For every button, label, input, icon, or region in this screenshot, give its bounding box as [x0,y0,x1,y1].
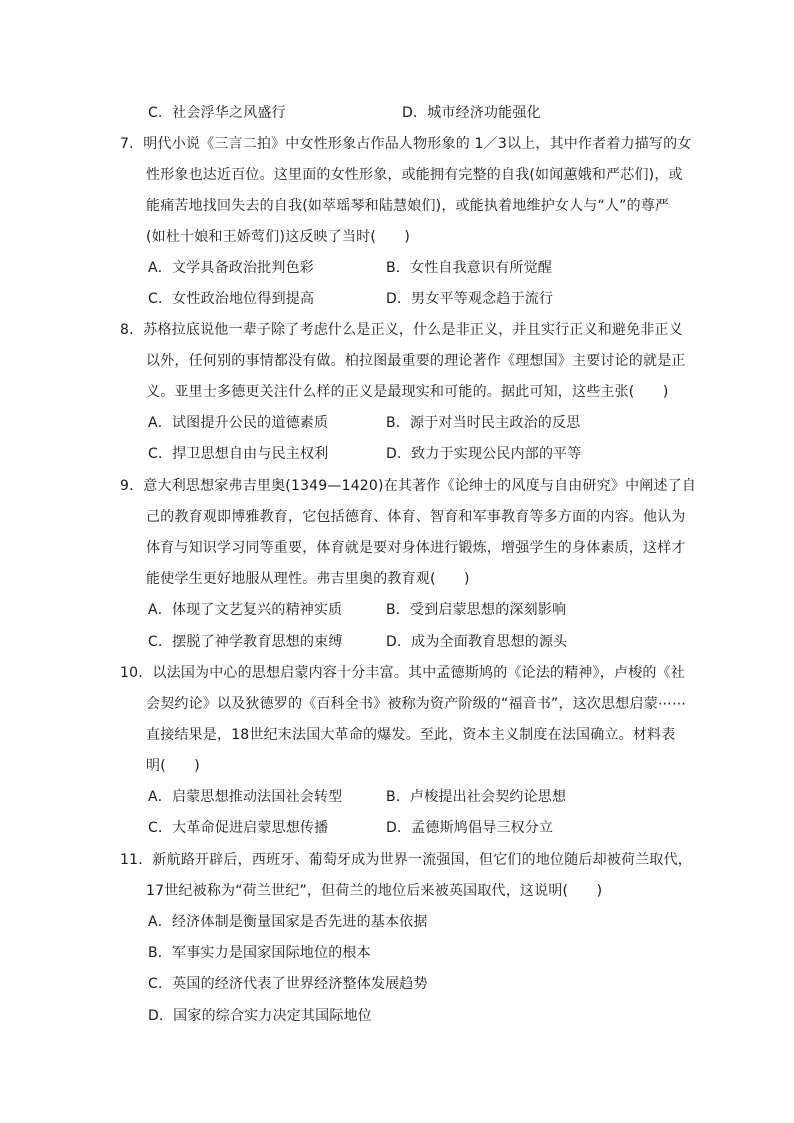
question-9-line-4: 能使学生更好地服从理性。弗吉里奥的教育观( ) [146,571,470,587]
question-9-line-3: 体育与知识学习同等重要，体育就是要对身体进行锻炼，增强学生的身体素质，这样才 [146,540,686,556]
question-9-option-c: C．摆脱了神学教育思想的束缚 [148,634,343,650]
question-7-option-a: A．文学具备政治批判色彩 [148,260,314,276]
question-7-line-1: 7．明代小说《三言二拍》中女性形象占作品人物形象的 1／3以上，其中作者着力描写的女 [120,136,692,152]
question-10-line-1: 10．以法国为中心的思想启蒙内容十分丰富。其中孟德斯鸠的《论法的精神》，卢梭的《社 [120,665,686,681]
question-9-line-2: 己的教育观即博雅教育，它包括德育、体育、智育和军事教育等多方面的内容。他认为 [146,509,686,525]
question-7-option-b: B．女性自我意识有所觉醒 [386,260,553,276]
question-9-option-b: B．受到启蒙思想的深刻影响 [386,602,567,618]
question-8-option-b: B．源于对当时民主政治的反思 [386,415,581,431]
question-7-line-3: 能痛苦地找回失去的自我(如萃瑶琴和陆慧娘们)，或能执着地维护女人与“人”的尊严 [146,198,670,214]
question-7-option-d: D．男女平等观念趋于流行 [386,291,554,307]
question-11-line-2: 17世纪被称为“荷兰世纪”，但荷兰的地位后来被英国取代，这说明( ) [146,883,603,899]
question-11-option-a: A．经济体制是衡量国家是否先进的基本依据 [148,914,428,930]
question-10-line-2: 会契约论》以及狄德罗的《百科全书》被称为资产阶级的“福音书”，这次思想启蒙⋯⋯ [146,696,687,712]
question-7-line-2: 性形象也达近百位。这里面的女性形象，或能拥有完整的自我(如闻蕙娥和严芯们)，或 [146,167,683,183]
question-7-line-4: (如杜十娘和王娇莺们)这反映了当时( ) [146,229,411,245]
question-8-option-c: C．捍卫思想自由与民主权利 [148,446,329,462]
question-8-option-d: D．致力于实现公民内部的平等 [386,446,582,462]
question-10-option-d: D．孟德斯鸠倡导三权分立 [386,820,554,836]
question-10-option-b: B．卢梭提出社会契约论思想 [386,789,567,805]
question-10-option-c: C．大革命促进启蒙思想传播 [148,820,329,836]
question-10-line-3: 直接结果是，18世纪末法国大革命的爆发。至此，资本主义制度在法国确立。材料表 [146,727,676,743]
question-11-option-c: C．英国的经济代表了世界经济整体发展趋势 [148,976,428,992]
question-10-option-a: A．启蒙思想推动法国社会转型 [148,789,343,805]
question-11-line-1: 11．新航路开辟后，西班牙、葡萄牙成为世界一流强国，但它们的地位随后却被荷兰取代， [120,852,693,868]
question-11-option-b: B．军事实力是国家国际地位的根本 [148,945,371,961]
question-7-option-c: C．女性政治地位得到提高 [148,291,315,307]
question-8-option-a: A．试图提升公民的道德素质 [148,415,329,431]
question-11-option-d: D．国家的综合实力决定其国际地位 [148,1008,372,1024]
option-d-prev: D．城市经济功能强化 [402,105,541,121]
question-8-line-1: 8．苏格拉底说他一辈子除了考虑什么是正义，什么是非正义，并且实行正义和避免非正义 [120,322,683,338]
question-8-line-3: 义。亚里士多德更关注什么样的正义是最现实和可能的。据此可知，这些主张( ) [146,384,669,400]
question-9-line-1: 9．意大利思想家弗吉里奥(1349—1420)在其著作《论绅士的风度与自由研究》中阐述了自 [120,478,697,494]
question-9-option-d: D．成为全面教育思想的源头 [386,634,568,650]
option-c-prev: C．社会浮华之风盛行 [148,105,286,121]
question-9-option-a: A．体现了文艺复兴的精神实质 [148,602,343,618]
question-8-line-2: 以外，任何别的事情都没有做。柏拉图最重要的理论著作《理想国》主要讨论的就是正 [146,353,686,369]
question-10-line-4: 明( ) [146,758,200,774]
